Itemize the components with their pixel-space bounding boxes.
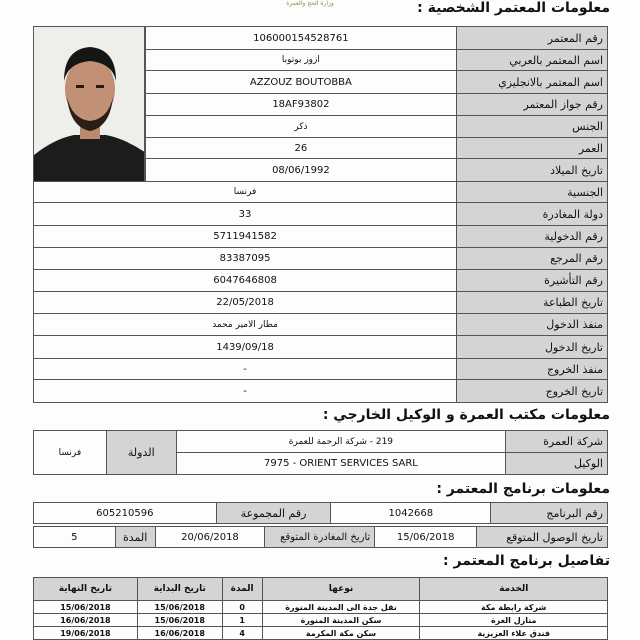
details-cell-start: 15/06/2018 xyxy=(137,601,222,614)
personal-value: 33 xyxy=(34,203,457,226)
personal-value: - xyxy=(34,380,457,403)
personal-label: رقم جواز المعتمر xyxy=(457,94,608,116)
personal-value: 106000154528761 xyxy=(145,27,456,50)
personal-info-table xyxy=(33,26,608,403)
departure-date-label: تاريخ المغادرة المتوقع xyxy=(265,527,375,548)
personal-row xyxy=(34,203,608,226)
details-cell-end: 16/06/2018 xyxy=(34,614,138,627)
country-value: فرنسا xyxy=(34,431,107,475)
personal-value: 6047646808 xyxy=(34,270,457,292)
details-row xyxy=(34,614,608,627)
arrival-date-value: 15/06/2018 xyxy=(375,527,477,548)
header-type: نوعها xyxy=(262,578,420,601)
duration-value: 5 xyxy=(34,527,116,548)
personal-value: 1439/09/18 xyxy=(34,336,457,359)
personal-row xyxy=(34,226,608,248)
personal-value: 83387095 xyxy=(34,248,457,270)
ministry-logo: وزارة الحج والعمرة xyxy=(286,0,334,7)
office-info-table xyxy=(33,430,608,475)
program-section-title: معلومات برنامج المعتمر : xyxy=(436,481,610,497)
personal-label: تاريخ الخروج xyxy=(457,380,608,403)
personal-row xyxy=(34,292,608,314)
details-cell-start: 16/06/2018 xyxy=(137,627,222,640)
details-section-title: تفاصيل برنامج المعتمر : xyxy=(443,553,610,569)
details-cell-type: سكن مكة المكرمة xyxy=(262,627,420,640)
header-end-date: تاريخ النهاية xyxy=(34,578,138,601)
group-number-label: رقم المجموعة xyxy=(216,503,331,524)
personal-value: - xyxy=(34,359,457,380)
company-row xyxy=(34,431,608,453)
personal-label: الجنس xyxy=(457,116,608,138)
header-start-date: تاريخ البداية xyxy=(137,578,222,601)
personal-label: رقم المرجع xyxy=(457,248,608,270)
personal-label: اسم المعتمر بالعربي xyxy=(457,50,608,71)
program-dates-table xyxy=(33,526,608,548)
details-cell-start: 15/06/2018 xyxy=(137,614,222,627)
details-cell-type: نقل جدة الى المدينة المنورة xyxy=(262,601,420,614)
details-cell-duration: 1 xyxy=(222,614,262,627)
details-cell-service: فندق علاء العزيزية xyxy=(420,627,608,640)
details-cell-service: شركة رابطة مكة xyxy=(420,601,608,614)
personal-section-title: معلومات المعتمر الشخصية : xyxy=(417,0,610,16)
personal-label: العمر xyxy=(457,138,608,159)
program-id-table xyxy=(33,502,608,524)
details-row xyxy=(34,601,608,614)
personal-label: رقم المعتمر xyxy=(457,27,608,50)
personal-value: AZZOUZ BOUTOBBA xyxy=(145,71,456,94)
personal-row xyxy=(34,380,608,403)
personal-label: منفذ الدخول xyxy=(457,314,608,336)
agent-label: الوكيل xyxy=(506,453,608,475)
personal-label: دولة المغادرة xyxy=(457,203,608,226)
personal-value: 22/05/2018 xyxy=(34,292,457,314)
duration-label: المدة xyxy=(115,527,155,548)
personal-label: تاريخ الدخول xyxy=(457,336,608,359)
personal-row xyxy=(34,336,608,359)
personal-value: ذكر xyxy=(145,116,456,138)
details-cell-type: سكن المدينة المنورة xyxy=(262,614,420,627)
personal-row xyxy=(34,27,608,50)
photo-cell xyxy=(34,27,146,182)
program-details-table xyxy=(33,577,608,640)
personal-value: ازوز بوتوبا xyxy=(145,50,456,71)
personal-label: رقم الدخولية xyxy=(457,226,608,248)
program-number-label: رقم البرنامج xyxy=(491,503,608,524)
details-cell-end: 19/06/2018 xyxy=(34,627,138,640)
agent-value: 7975 - ORIENT SERVICES SARL xyxy=(176,453,505,475)
personal-row xyxy=(34,248,608,270)
details-cell-duration: 4 xyxy=(222,627,262,640)
personal-row xyxy=(34,270,608,292)
personal-label: اسم المعتمر بالانجليزي xyxy=(457,71,608,94)
group-number-value: 605210596 xyxy=(34,503,217,524)
personal-value: 08/06/1992 xyxy=(145,159,456,182)
details-row xyxy=(34,627,608,640)
company-label: شركة العمرة xyxy=(506,431,608,453)
personal-row xyxy=(34,182,608,203)
details-cell-duration: 0 xyxy=(222,601,262,614)
personal-label: الجنسية xyxy=(457,182,608,203)
details-cell-service: منازل الغرة xyxy=(420,614,608,627)
personal-row xyxy=(34,314,608,336)
details-header-row xyxy=(34,578,608,601)
personal-value: فرنسا xyxy=(34,182,457,203)
personal-row xyxy=(34,359,608,380)
company-value: 219 - شركة الرحمة للعمرة xyxy=(176,431,505,453)
personal-label: تاريخ الميلاد xyxy=(457,159,608,182)
departure-date-value: 20/06/2018 xyxy=(155,527,265,548)
office-section-title: معلومات مكتب العمرة و الوكيل الخارجي : xyxy=(322,407,610,423)
header-service: الخدمة xyxy=(420,578,608,601)
header-duration: المدة xyxy=(222,578,262,601)
personal-value: 18AF93802 xyxy=(145,94,456,116)
personal-label: منفذ الخروج xyxy=(457,359,608,380)
personal-label: تاريخ الطباعة xyxy=(457,292,608,314)
personal-value: مطار الامير محمد xyxy=(34,314,457,336)
personal-label: رقم التأشيرة xyxy=(457,270,608,292)
country-label: الدولة xyxy=(106,431,176,475)
program-number-value: 1042668 xyxy=(331,503,491,524)
details-cell-end: 15/06/2018 xyxy=(34,601,138,614)
arrival-date-label: تاريخ الوصول المتوقع xyxy=(477,527,608,548)
personal-value: 26 xyxy=(145,138,456,159)
personal-value: 5711941582 xyxy=(34,226,457,248)
